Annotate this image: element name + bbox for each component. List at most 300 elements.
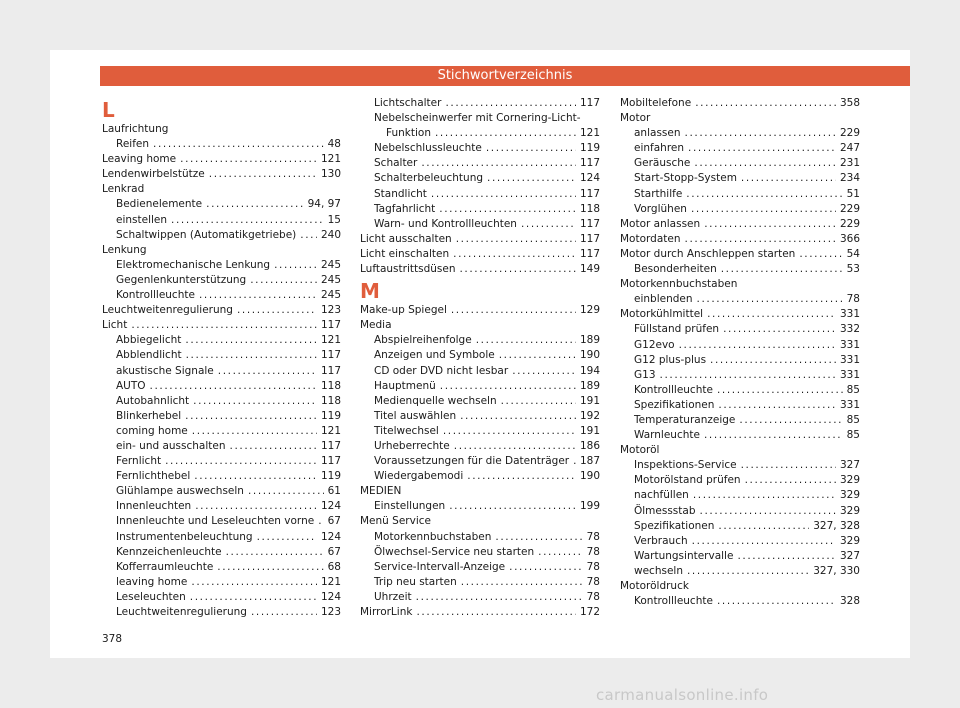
entry-label: Leuchtweitenregulierung: [116, 606, 247, 618]
dot-leader: [416, 605, 576, 620]
entry-label: Motoröldruck: [620, 580, 689, 592]
dot-leader: [685, 126, 836, 141]
entry-label: Warn- und Kontrollleuchten: [374, 217, 517, 230]
entry-page-ref: 54: [846, 247, 860, 260]
entry-page-ref: 117: [579, 247, 600, 260]
index-entry: [360, 262, 600, 277]
entry-page-ref: 358: [839, 97, 860, 109]
dot-leader: [461, 575, 583, 590]
entry-label: Vorglühen: [634, 202, 687, 215]
entry-label: akustische Signale: [116, 364, 214, 377]
entry-label: Fernlichthebel: [116, 470, 191, 483]
dot-leader: [456, 232, 576, 247]
dot-leader: [445, 96, 575, 111]
index-subentry: [620, 534, 860, 549]
index-subentry: [360, 590, 600, 605]
entry-label: Innenleuchte und Leseleuchten vorne: [116, 515, 315, 528]
index-subentry: [360, 171, 600, 186]
dot-leader: [799, 247, 842, 262]
index-subentry: [620, 368, 860, 383]
entry-page-ref: 231: [839, 157, 860, 170]
entry-page-ref: 121: [579, 127, 600, 140]
index-subentry: [102, 137, 341, 152]
index-subentry: [360, 560, 600, 575]
entry-page-ref: 190: [579, 349, 600, 362]
entry-label: Media: [360, 319, 392, 332]
dot-leader: [717, 594, 836, 609]
entry-label: wechseln: [634, 564, 683, 577]
dot-leader: [209, 167, 317, 182]
index-subentry: [102, 469, 341, 484]
entry-page-ref: 78: [586, 575, 600, 588]
entry-page-ref: 149: [579, 263, 600, 276]
index-entry: [102, 243, 341, 258]
index-entry: [620, 307, 860, 322]
entry-page-ref: 61: [327, 485, 341, 498]
entry-label: Uhrzeit: [374, 590, 412, 603]
dot-leader: [195, 499, 317, 514]
dot-leader: [248, 484, 324, 499]
entry-page-ref: 327, 330: [813, 564, 860, 577]
index-subentry: [620, 504, 860, 519]
dot-leader: [217, 560, 323, 575]
entry-label: Reifen: [116, 138, 150, 151]
entry-label: ein- und ausschalten: [116, 439, 226, 452]
entry-page-ref: 124: [320, 530, 341, 543]
entry-label: G12 plus-plus: [634, 353, 707, 366]
index-subentry: [102, 545, 341, 560]
entry-label: Kontrollleuchte: [116, 289, 195, 302]
entry-page-ref: 118: [579, 202, 600, 215]
entry-page-ref: 121: [320, 575, 341, 588]
index-subentry: [360, 96, 600, 111]
index-subentry: [620, 338, 860, 353]
entry-page-ref: 117: [579, 187, 600, 200]
entry-label: Laufrichtung: [102, 123, 169, 135]
index-subentry: [620, 353, 860, 368]
entry-label: Verbrauch: [634, 534, 688, 547]
entry-page-ref: 117: [320, 364, 341, 377]
entry-page-ref: 229: [839, 127, 860, 140]
entry-label: Motoröl: [620, 444, 660, 457]
entry-label: Kofferraumleuchte: [116, 560, 214, 573]
index-subentry: [620, 519, 860, 534]
entry-label: Tagfahrlicht: [374, 202, 436, 215]
entry-page-ref: 78: [586, 545, 600, 558]
entry-label: Leseleuchten: [116, 590, 186, 603]
dot-leader: [186, 348, 317, 363]
entry-label: Autobahnlicht: [116, 394, 190, 407]
entry-label: Kontrollleuchte: [634, 595, 713, 608]
index-subentry: [102, 575, 341, 590]
entry-page-ref: 190: [579, 470, 600, 483]
entry-page-ref: 78: [846, 293, 860, 306]
index-subentry: [102, 499, 341, 514]
entry-label: nachfüllen: [634, 489, 689, 502]
entry-label: Spezifikationen: [634, 398, 715, 411]
entry-page-ref: 130: [320, 168, 341, 181]
dot-leader: [695, 96, 836, 111]
dot-leader: [717, 383, 843, 398]
dot-leader: [318, 514, 323, 529]
dot-leader: [251, 605, 317, 620]
index-entry: [102, 167, 341, 182]
index-subentry: [102, 258, 341, 273]
index-subentry: [620, 383, 860, 398]
entry-label: leaving home: [116, 575, 188, 588]
index-subentry: [102, 409, 341, 424]
entry-label: AUTO: [116, 379, 146, 392]
entry-label: Funktion: [386, 127, 431, 140]
index-entry: [620, 247, 860, 262]
entry-label: Urheberrechte: [374, 439, 450, 452]
entry-page-ref: 117: [320, 319, 341, 332]
dot-leader: [718, 398, 836, 413]
entry-label: anlassen: [634, 127, 681, 140]
entry-label: Hauptmenü: [374, 379, 436, 392]
dot-leader: [257, 530, 317, 545]
dot-leader: [573, 454, 576, 469]
dot-leader: [501, 394, 576, 409]
entry-page-ref: 229: [839, 217, 860, 230]
entry-page-ref: 117: [579, 217, 600, 230]
dot-leader: [451, 303, 576, 318]
dot-leader: [704, 428, 843, 443]
dot-leader: [499, 348, 576, 363]
entry-page-ref: 327: [839, 549, 860, 562]
dot-leader: [512, 364, 576, 379]
entry-page-ref: 199: [579, 500, 600, 513]
index-entry: [360, 484, 600, 499]
index-subentry: [360, 111, 600, 126]
dot-leader: [431, 187, 576, 202]
dot-leader: [194, 469, 317, 484]
entry-label: G13: [634, 368, 656, 381]
entry-label: Abblendlicht: [116, 349, 182, 362]
index-entry: [102, 182, 341, 197]
entry-label: Füllstand prüfen: [634, 323, 720, 336]
index-entry: [620, 277, 860, 292]
dot-leader: [660, 368, 836, 383]
index-entry: [360, 303, 600, 318]
dot-leader: [467, 469, 576, 484]
index-subentry: [360, 126, 600, 141]
index-subentry: [360, 187, 600, 202]
index-subentry: [102, 333, 341, 348]
dot-leader: [495, 530, 582, 545]
dot-leader: [741, 171, 836, 186]
index-subentry: [620, 458, 860, 473]
index-column-1: [102, 96, 341, 620]
entry-label: MirrorLink: [360, 606, 413, 618]
dot-leader: [185, 409, 317, 424]
entry-page-ref: 332: [839, 323, 860, 336]
entry-page-ref: 245: [320, 273, 341, 286]
entry-label: Lendenwirbelstütze: [102, 168, 205, 181]
dot-leader: [440, 379, 576, 394]
dot-leader: [737, 549, 836, 564]
entry-page-ref: 118: [320, 394, 341, 407]
index-entry: [620, 96, 860, 111]
dot-leader: [191, 575, 317, 590]
dot-leader: [509, 560, 582, 575]
entry-label: Abspielreihenfolge: [374, 334, 472, 347]
dot-leader: [218, 364, 317, 379]
index-subentry: [360, 469, 600, 484]
entry-page-ref: 94, 97: [307, 198, 341, 211]
entry-label: einstellen: [116, 213, 168, 226]
entry-label: Wiedergabemodi: [374, 470, 464, 483]
index-subentry: [360, 364, 600, 379]
index-subentry: [102, 605, 341, 620]
index-subentry: [360, 499, 600, 514]
entry-page-ref: 121: [320, 424, 341, 437]
dot-leader: [421, 156, 576, 171]
dot-leader: [718, 519, 809, 534]
index-subentry: [102, 424, 341, 439]
index-subentry: [360, 575, 600, 590]
dot-leader: [226, 545, 324, 560]
entry-page-ref: 186: [579, 439, 600, 452]
entry-label: Temperaturanzeige: [634, 413, 736, 426]
dot-leader: [745, 473, 836, 488]
index-subentry: [102, 530, 341, 545]
index-subentry: [360, 379, 600, 394]
dot-leader: [692, 534, 836, 549]
entry-page-ref: 67: [327, 545, 341, 558]
dot-leader: [185, 333, 317, 348]
dot-leader: [250, 273, 317, 288]
entry-page-ref: 192: [579, 409, 600, 422]
index-subentry: [620, 171, 860, 186]
index-subentry: [620, 413, 860, 428]
entry-label: Ölmessstab: [634, 504, 696, 517]
entry-page-ref: 118: [320, 379, 341, 392]
index-subentry: [102, 394, 341, 409]
entry-page-ref: 117: [320, 439, 341, 452]
entry-label: Starthilfe: [634, 187, 683, 200]
entry-label: Anzeigen und Symbole: [374, 349, 495, 362]
dot-leader: [487, 171, 576, 186]
index-subentry: [102, 273, 341, 288]
index-subentry: [102, 439, 341, 454]
entry-page-ref: 117: [579, 232, 600, 245]
index-subentry: [360, 141, 600, 156]
entry-page-ref: 123: [320, 606, 341, 618]
index-subentry: [620, 322, 860, 337]
entry-page-ref: 123: [320, 304, 341, 317]
index-entry: [360, 605, 600, 620]
entry-label: Trip neu starten: [374, 575, 457, 588]
entry-page-ref: 327: [839, 459, 860, 472]
dot-leader: [679, 338, 836, 353]
entry-page-ref: 229: [839, 202, 860, 215]
entry-label: einblenden: [634, 293, 693, 306]
dot-leader: [150, 379, 317, 394]
entry-page-ref: 366: [839, 232, 860, 245]
index-column-3: [620, 96, 860, 609]
entry-label: Besonderheiten: [634, 263, 717, 276]
entry-page-ref: 327, 328: [813, 519, 860, 532]
index-subentry: [360, 348, 600, 363]
entry-page-ref: 234: [839, 172, 860, 185]
dot-leader: [459, 262, 575, 277]
index-entry: [102, 122, 341, 137]
index-entry: [102, 152, 341, 167]
dot-leader: [521, 217, 576, 232]
entry-page-ref: 78: [586, 590, 600, 603]
watermark: carmanualsonline.info: [596, 686, 769, 704]
entry-page-ref: 117: [579, 157, 600, 170]
entry-label: Bedienelemente: [116, 198, 203, 211]
index-subentry: [102, 560, 341, 575]
entry-page-ref: 48: [327, 138, 341, 151]
entry-page-ref: 172: [579, 606, 600, 618]
entry-label: Leaving home: [102, 153, 177, 166]
entry-label: Make-up Spiegel: [360, 304, 447, 317]
entry-page-ref: 68: [327, 560, 341, 573]
entry-page-ref: 129: [579, 304, 600, 317]
entry-page-ref: 124: [579, 172, 600, 185]
entry-label: Voraussetzungen für die Datenträger: [374, 455, 570, 468]
index-subentry: [620, 156, 860, 171]
entry-label: Abbiegelicht: [116, 334, 182, 347]
index-subentry: [102, 213, 341, 228]
entry-page-ref: 329: [839, 504, 860, 517]
index-entry: [360, 514, 600, 529]
index-subentry: [102, 288, 341, 303]
entry-page-ref: 245: [320, 289, 341, 302]
entry-page-ref: 328: [839, 595, 860, 608]
entry-page-ref: 329: [839, 489, 860, 502]
entry-page-ref: 124: [320, 590, 341, 603]
index-subentry: [620, 428, 860, 443]
entry-page-ref: 67: [327, 515, 341, 528]
entry-label: Schaltwippen (Automatikgetriebe): [116, 228, 297, 241]
entry-label: Motor anlassen: [620, 217, 701, 230]
dot-leader: [237, 303, 317, 318]
entry-label: Instrumentenbeleuchtung: [116, 530, 253, 543]
dot-leader: [710, 353, 836, 368]
dot-leader: [697, 292, 843, 307]
entry-label: Motordaten: [620, 232, 681, 245]
index-subentry: [360, 217, 600, 232]
entry-label: Schalter: [374, 157, 418, 170]
dot-leader: [131, 318, 317, 333]
index-subentry: [102, 514, 341, 529]
index-subentry: [360, 530, 600, 545]
entry-page-ref: 117: [579, 97, 600, 109]
entry-page-ref: 331: [839, 353, 860, 366]
entry-label: Motor durch Anschleppen starten: [620, 247, 796, 260]
dot-leader: [691, 202, 836, 217]
dot-leader: [723, 322, 836, 337]
index-entry: [620, 111, 860, 126]
index-entry: [620, 443, 860, 458]
entry-label: Warnleuchte: [634, 429, 700, 442]
entry-page-ref: 189: [579, 334, 600, 347]
dot-leader: [704, 217, 836, 232]
index-column-2: [360, 96, 600, 620]
index-subentry: [360, 454, 600, 469]
entry-label: Einstellungen: [374, 500, 446, 513]
dot-leader: [739, 413, 842, 428]
entry-page-ref: 53: [846, 263, 860, 276]
entry-label: Lenkrad: [102, 183, 145, 196]
dot-leader: [700, 504, 836, 519]
entry-label: Spezifikationen: [634, 519, 715, 532]
index-subentry: [620, 187, 860, 202]
entry-label: Licht ausschalten: [360, 232, 452, 245]
dot-leader: [538, 545, 583, 560]
index-subentry: [102, 379, 341, 394]
entry-page-ref: 119: [320, 470, 341, 483]
dot-leader: [165, 454, 317, 469]
entry-page-ref: 331: [839, 308, 860, 321]
entry-page-ref: 78: [586, 530, 600, 543]
entry-label: Titelwechsel: [374, 424, 439, 437]
entry-page-ref: 240: [320, 228, 341, 241]
entry-label: CD oder DVD nicht lesbar: [374, 364, 509, 377]
entry-page-ref: 331: [839, 368, 860, 381]
index-subentry: [102, 484, 341, 499]
dot-leader: [486, 141, 576, 156]
entry-page-ref: 78: [586, 560, 600, 573]
index-entry: [102, 318, 341, 333]
dot-leader: [741, 458, 836, 473]
entry-page-ref: 329: [839, 474, 860, 487]
index-subentry: [360, 394, 600, 409]
index-subentry: [620, 126, 860, 141]
dot-leader: [180, 152, 317, 167]
dot-leader: [694, 156, 836, 171]
page-number: 378: [102, 633, 123, 645]
index-entry: [360, 247, 600, 262]
dot-leader: [476, 333, 576, 348]
index-subentry: [360, 333, 600, 348]
index-subentry: [620, 564, 860, 579]
dot-leader: [199, 288, 317, 303]
index-subentry: [102, 590, 341, 605]
entry-label: Motor: [620, 112, 651, 125]
entry-label: Start-Stopp-System: [634, 172, 737, 185]
entry-label: Menü Service: [360, 515, 431, 528]
dot-leader: [688, 141, 836, 156]
entry-label: Glühlampe auswechseln: [116, 485, 244, 498]
entry-page-ref: 119: [320, 409, 341, 422]
dot-leader: [443, 424, 576, 439]
dot-leader: [454, 439, 576, 454]
index-subentry: [102, 364, 341, 379]
entry-label: Licht: [102, 319, 128, 332]
entry-page-ref: 85: [846, 383, 860, 396]
index-entry: [620, 232, 860, 247]
index-subentry: [102, 454, 341, 469]
entry-label: Fernlicht: [116, 455, 162, 468]
entry-page-ref: 194: [579, 364, 600, 377]
entry-label: Schalterbeleuchtung: [374, 172, 484, 185]
entry-label: Motorkühlmittel: [620, 308, 704, 321]
index-entry: [620, 217, 860, 232]
entry-label: Nebelscheinwerfer mit Cornering-Licht-: [374, 112, 581, 125]
index-subentry: [620, 262, 860, 277]
index-subentry: [102, 197, 341, 212]
entry-label: Medienquelle wechseln: [374, 394, 497, 407]
entry-label: Titel auswählen: [374, 409, 457, 422]
index-entry: [102, 303, 341, 318]
index-letter-heading: M: [360, 279, 380, 304]
entry-label: Licht einschalten: [360, 247, 450, 260]
